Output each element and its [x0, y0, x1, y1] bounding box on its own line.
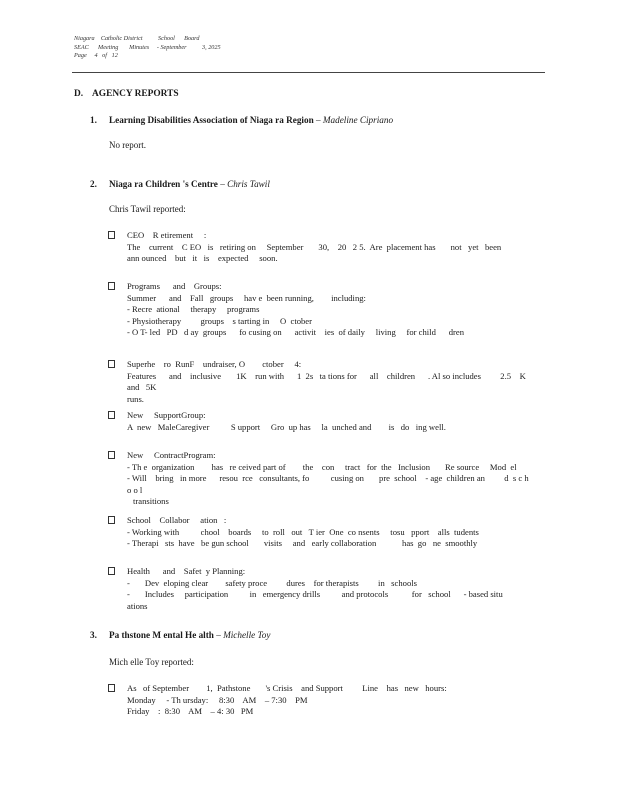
header-board-name: Niagara Catholic District School Board	[74, 35, 200, 42]
bullet-line: Superhe ro RunF undraiser, O ctober 4:	[127, 359, 302, 369]
checkbox-bullet-icon	[108, 231, 115, 239]
bullet-line: Programs and Groups:	[127, 281, 222, 291]
bullet-line: A new MaleCaregiver S upport Gro up has la unched and is do ing well.	[127, 421, 446, 432]
bullet-line: - Physiotherapy groups s tarting in O ctober	[127, 315, 312, 326]
bullet-line: - Recre ational therapy programs	[127, 304, 260, 315]
bullet-line: Monday - Th ursday: 8:30 AM – 7:30 PM	[127, 694, 308, 705]
bullet-line: ann ounced but it is expected soon.	[127, 253, 278, 264]
bullet-line: - Working with chool boards to roll out T ier One co nsents tosu pport alls tudents	[127, 526, 479, 537]
agency-item-number: 3.	[90, 630, 97, 640]
bullet-line: New SupportGroup:	[127, 410, 206, 420]
bullet-line: Features and inclusive 1K run with 1 2s ta tions for all children . Al so includes 2.5 K and 5K	[127, 370, 533, 393]
checkbox-bullet-icon	[108, 451, 115, 459]
agency-item-2-body: Chris Tawil reported:	[109, 204, 186, 214]
bullet-line: As of September 1, Pathstone 's Crisis and Support Line has new hours:	[127, 683, 447, 693]
bullet-line: The current C EO is retiring on September 30, 20 2 5. Are placement has not yet been	[127, 241, 502, 252]
agency-item-number: 2.	[90, 179, 97, 189]
header-divider	[72, 72, 545, 73]
header-meeting-title: SEAC Meeting Minutes - September 3, 2025	[74, 43, 221, 51]
bullet-line: School Collabor ation :	[127, 515, 227, 525]
bullet-line: - O T- led PD d ay groups fo cusing on activit ies of daily living for child dren	[127, 327, 465, 338]
bullet-line: New ContractProgram:	[127, 450, 216, 460]
bullet-line: CEO R etirement :	[127, 230, 207, 240]
page-header	[74, 35, 221, 61]
bullet-line: - Therapi sts have be gun school visits and early collaboration has go ne smoothly	[127, 538, 478, 549]
bullet-line: transitions	[133, 496, 169, 507]
bullet-line: Health and Safet y Planning:	[127, 566, 246, 576]
agency-item-1-body: No report.	[109, 140, 146, 150]
bullet-line: - Th e organization has re ceived part of the con tract for the Inclusion Re source Mod el	[127, 461, 517, 472]
bullet-line: - Includes participation in emergency drills and protocols for school - based situ ations	[127, 589, 518, 611]
agency-item-title	[109, 630, 270, 640]
checkbox-bullet-icon	[108, 516, 115, 524]
agency-item-3-body: Mich elle Toy reported:	[109, 657, 194, 667]
section-title: AGENCY REPORTS	[92, 89, 179, 99]
bullet-line: Summer and Fall groups hav e been running, including:	[127, 292, 366, 303]
agency-representative: – Michelle Toy	[216, 630, 271, 640]
checkbox-bullet-icon	[108, 684, 115, 692]
checkbox-bullet-icon	[108, 360, 115, 368]
agency-item-title	[109, 115, 393, 125]
section-heading	[74, 89, 179, 99]
section-letter: D.	[74, 89, 84, 99]
bullet-line: - Dev eloping clear safety proce dures for therapists in schools	[127, 577, 417, 588]
bullet-line: runs.	[127, 393, 144, 404]
agency-name: Pa thstone M ental He alth	[109, 630, 214, 640]
checkbox-bullet-icon	[108, 411, 115, 419]
bullet-line: Friday : 8:30 AM – 4: 30 PM	[127, 706, 254, 717]
agency-name: Niaga ra Children 's Centre	[109, 179, 218, 189]
header-page-number: Page 4 of 12	[74, 52, 118, 60]
checkbox-bullet-icon	[108, 282, 115, 290]
checkbox-bullet-icon	[108, 567, 115, 575]
agency-item-number: 1.	[90, 115, 97, 125]
agency-representative: – Chris Tawil	[220, 179, 270, 189]
agency-name: Learning Disabilities Association of Niaga ra Region	[109, 115, 314, 125]
bullet-line: - Will bring in more resou rce consultants, fo cusing on pre school - age children an d s c h o o l	[127, 473, 531, 495]
agency-representative: – Madeline Cipriano	[315, 115, 394, 125]
agency-item-title	[109, 179, 270, 189]
